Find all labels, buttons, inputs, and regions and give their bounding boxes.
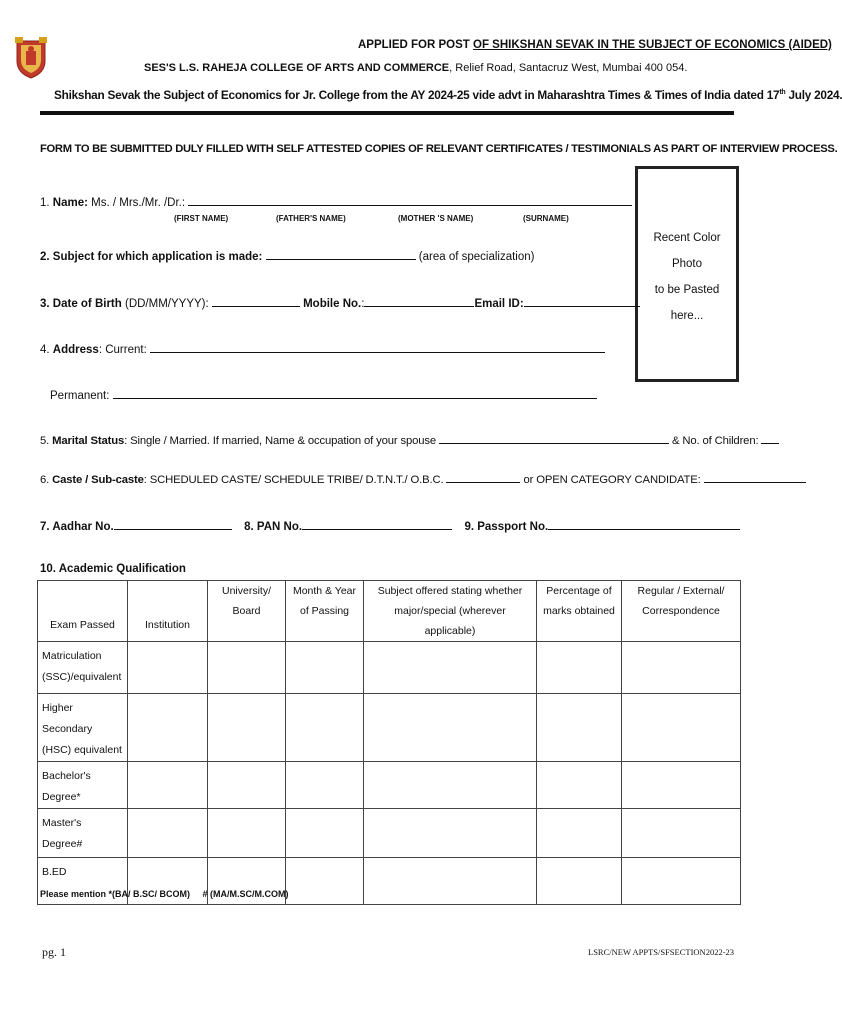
name-prefix: Ms. / Mrs./Mr. /Dr.: [87,197,189,209]
address-permanent-input-line[interactable] [113,387,597,399]
name-sub-surname: (SURNAME) [523,214,569,223]
table-cell[interactable] [286,762,364,809]
marital-options: : Single / Married. If married, Name & occupation of your spouse [124,435,439,447]
table-cell[interactable] [364,762,537,809]
address-current-label: : Current: [98,344,150,356]
table-cell[interactable] [364,809,537,858]
header-subject: Subject offered stating whether major/special (wherever applicable) [364,581,537,642]
table-row [38,762,741,809]
name-label: Name: [52,197,88,209]
name-sub-mother: (MOTHER 'S NAME) [398,214,474,223]
marital-num: 5. [40,435,53,447]
row-label-bed: B.ED [38,858,128,905]
table-cell[interactable] [128,694,208,762]
address-current-row [40,341,605,356]
academic-header-row [38,581,741,642]
applied-post-line [358,39,832,51]
college-name: SES'S L.S. RAHEJA COLLEGE OF ARTS AND COMMERCE [144,62,450,74]
photo-placeholder-text [638,225,736,329]
caste-field-row [40,471,806,486]
caste-options: : SCHEDULED CASTE/ SCHEDULE TRIBE/ D.T.N.T./ O.B.C. [143,474,447,486]
mobile-input-line[interactable] [364,295,474,307]
address-current-input-line[interactable] [150,341,605,353]
aadhar-input-line[interactable] [114,518,232,530]
table-row [38,694,741,762]
open-category-input-line[interactable] [704,471,806,483]
table-cell[interactable] [208,694,286,762]
college-logo [15,37,47,79]
table-cell[interactable] [364,858,537,905]
academic-title: 10. Academic Qualification [40,563,186,575]
header-month-year: Month & Year of Passing [286,581,364,642]
caste-num: 6. [40,474,53,486]
caste-label: Caste / Sub-caste [52,474,144,486]
table-cell[interactable] [622,809,741,858]
email-label: Email ID: [474,298,524,310]
spouse-input-line[interactable] [439,432,669,444]
advt-text: Shikshan Sevak the Subject of Economics for Jr. College from the AY 2024-25 vide advt in Maharashtra Times & Times of India dated 17 [54,88,780,102]
advt-end: July 2024. [785,88,842,102]
table-cell[interactable] [286,694,364,762]
table-cell[interactable] [286,642,364,694]
subject-note: (area of specialization) [418,251,535,263]
caste-input-line[interactable] [446,471,520,483]
table-cell[interactable] [537,694,622,762]
document-reference: LSRC/NEW APPTS/SFSECTION2022-23 [588,947,735,957]
name-field-row [40,194,632,209]
mobile-label: Mobile No. [303,298,362,310]
header-exam-passed: Exam Passed [38,581,128,642]
header-rule [40,111,734,115]
table-cell[interactable] [537,809,622,858]
table-cell[interactable] [128,809,208,858]
page-number: pg. 1 [42,945,66,959]
college-address: , Relief Road, Santacruz West, Mumbai 400 054. [449,62,688,74]
table-cell[interactable] [537,858,622,905]
aadhar-label: 7. Aadhar No. [40,521,114,533]
marital-field-row [40,432,779,447]
table-cell[interactable] [537,642,622,694]
row-label-bachelors: Bachelor's Degree* [38,762,128,809]
address-num: 4. [40,344,53,356]
header-mode: Regular / External/ Correspondence [622,581,741,642]
open-category-label: or OPEN CATEGORY CANDIDATE: [520,474,704,486]
dob-input-line[interactable] [212,295,300,307]
academic-note: Please mention *(BA/ B.SC/ BCOM) # (MA/M.SC/M.COM) [40,889,289,899]
address-permanent-label: Permanent: [50,390,113,402]
photo-box[interactable] [635,166,739,382]
marital-label: Marital Status [52,435,125,447]
table-cell[interactable] [364,694,537,762]
table-row [38,809,741,858]
table-cell[interactable] [208,809,286,858]
dob-field-row: 3. Date of Birth (DD/MM/YYYY): Mobile No.: Email ID: [40,295,640,310]
advt-sup: th [779,89,786,97]
header-university: University/ Board [208,581,286,642]
table-cell[interactable] [364,642,537,694]
row-label-ssc: Matriculation (SSC)/equivalent [38,642,128,694]
subject-label: 2. Subject for which application is made: [40,251,263,263]
photo-line-1: Recent Color Photo [653,232,721,270]
children-label: & No. of Children: [668,435,759,447]
applied-post: OF SHIKSHAN SEVAK IN THE SUBJECT OF ECONOMICS (AIDED) [473,39,832,51]
table-cell[interactable] [537,762,622,809]
table-cell[interactable] [622,642,741,694]
table-cell[interactable] [208,642,286,694]
address-permanent-row [50,387,597,402]
advt-line [54,88,842,102]
children-input-line[interactable] [761,432,779,444]
applied-prefix: APPLIED FOR POST [358,39,474,51]
passport-label: 9. Passport No. [464,521,549,533]
table-cell[interactable] [622,858,741,905]
dob-format: (DD/MM/YYYY): [121,298,212,310]
header-percentage: Percentage of marks obtained [537,581,622,642]
table-cell[interactable] [286,858,364,905]
id-numbers-row [40,518,740,533]
pan-label: 8. PAN No. [244,521,303,533]
name-sub-father: (FATHER'S NAME) [276,214,346,223]
table-cell[interactable] [622,762,741,809]
college-line [144,62,687,74]
table-cell[interactable] [622,694,741,762]
header-institution: Institution [128,581,208,642]
form-instruction: FORM TO BE SUBMITTED DULY FILLED WITH SELF ATTESTED COPIES OF RELEVANT CERTIFICATES / TESTIMONIALS AS PART OF INTERVIEW PROCESS. [40,143,838,155]
subject-input-line[interactable] [266,248,416,260]
name-num: 1. [40,197,53,209]
name-input-line[interactable] [188,194,632,206]
table-cell[interactable] [286,809,364,858]
pan-input-line[interactable] [302,518,452,530]
passport-input-line[interactable] [548,518,740,530]
dob-label: 3. Date of Birth [40,298,122,310]
address-label: Address [52,344,99,356]
table-cell[interactable] [208,762,286,809]
name-sub-first: (FIRST NAME) [174,214,229,223]
table-cell[interactable] [128,762,208,809]
table-row [38,642,741,694]
row-label-masters: Master's Degree# [38,809,128,858]
table-cell[interactable] [128,642,208,694]
row-label-hsc: Higher Secondary (HSC) equivalent [38,694,128,762]
subject-field-row [40,248,534,263]
email-input-line[interactable] [524,295,640,307]
photo-line-2: to be Pasted here... [654,284,720,322]
academic-table [37,580,741,905]
